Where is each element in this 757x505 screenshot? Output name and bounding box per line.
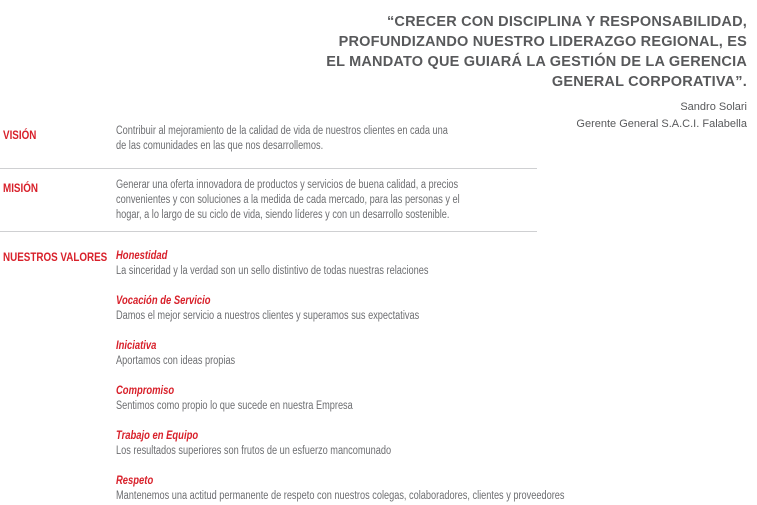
- mision-label: MISIÓN: [3, 181, 38, 195]
- value-title: Respeto: [116, 475, 154, 487]
- vision-line: Contribuir al mejoramiento de la calidad de vida de nuestros clientes en cada una: [116, 125, 448, 137]
- vision-label: VISIÓN: [3, 128, 37, 142]
- value-desc: Damos el mejor servicio a nuestros clientes y superamos sus expectativas: [116, 310, 420, 322]
- value-desc: Sentimos como propio lo que sucede en nuestra Empresa: [116, 400, 353, 412]
- value-title: Trabajo en Equipo: [116, 430, 199, 442]
- value-item: [116, 249, 507, 279]
- mision-line: convenientes y con soluciones a la medida de cada mercado, para las personas y el: [116, 194, 460, 206]
- author-role: Gerente General S.A.C.I. Falabella: [576, 118, 747, 130]
- quote-line: EL MANDATO QUE GUIARÁ LA GESTIÓN DE LA GERENCIA: [326, 54, 747, 70]
- quote-line: GENERAL CORPORATIVA”.: [551, 74, 747, 90]
- mision-text: [116, 178, 546, 223]
- value-title: Honestidad: [116, 250, 168, 262]
- mision-line: hogar, a lo largo de su ciclo de vida, siendo líderes y con un desarrollo sostenible.: [116, 209, 450, 221]
- vision-line: de las comunidades en las que nos desarrollemos.: [116, 140, 324, 152]
- value-title: Vocación de Servicio: [116, 295, 211, 307]
- vision-text: [116, 124, 531, 154]
- value-desc: La sinceridad y la verdad son un sello distintivo de todas nuestras relaciones: [116, 265, 429, 277]
- mision-line: Generar una oferta innovadora de productos y servicios de buena calidad, a precios: [116, 179, 459, 191]
- value-item: [116, 384, 412, 414]
- value-desc: Aportamos con ideas propias: [116, 355, 236, 367]
- divider: [0, 231, 537, 232]
- author-name: Sandro Solari: [680, 101, 747, 113]
- value-title: Iniciativa: [116, 340, 157, 352]
- value-desc: Mantenemos una actitud permanente de respeto con nuestros colegas, colaboradores, clientes y proveedores: [116, 490, 565, 502]
- value-item: [116, 429, 460, 459]
- divider: [0, 168, 537, 169]
- value-item: [116, 339, 265, 369]
- value-desc: Los resultados superiores son frutos de un esfuerzo mancomunado: [116, 445, 392, 457]
- valores-label: NUESTROS VALORES: [3, 250, 108, 264]
- ceo-quote: [277, 12, 747, 92]
- value-item: [116, 294, 495, 324]
- value-item: [116, 474, 677, 504]
- quote-line: PROFUNDIZANDO NUESTRO LIDERAZGO REGIONAL, ES: [338, 34, 747, 50]
- value-title: Compromiso: [116, 385, 175, 397]
- quote-line: “CRECER CON DISCIPLINA Y RESPONSABILIDAD,: [386, 14, 747, 30]
